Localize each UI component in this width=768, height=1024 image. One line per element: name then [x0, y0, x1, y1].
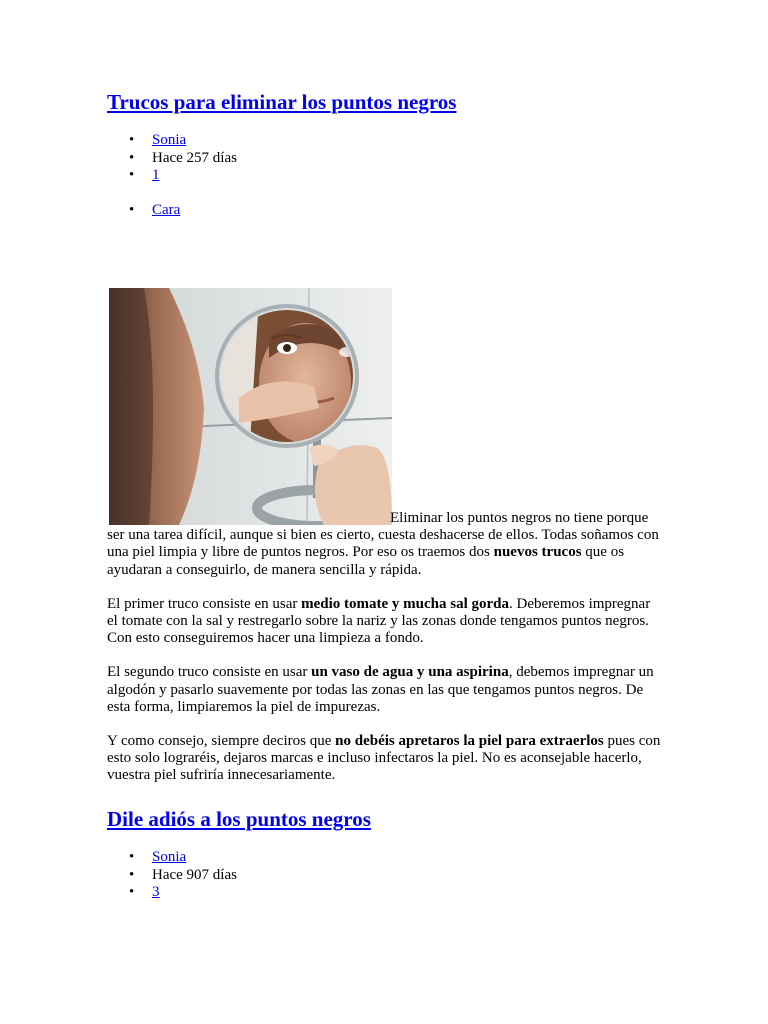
post-title-link[interactable]: Dile adiós a los puntos negros [107, 807, 371, 831]
post-meta-list [129, 132, 237, 185]
article-paragraph [107, 510, 662, 579]
article-paragraph [107, 664, 662, 716]
meta-time: • Hace 907 días [129, 867, 237, 885]
comments-count-link[interactable]: 1 [152, 167, 160, 183]
post-meta-list [129, 849, 237, 902]
author-link[interactable]: Sonia [152, 849, 187, 865]
meta-comments [129, 167, 237, 185]
post-title [107, 89, 456, 115]
category-link[interactable]: Cara [152, 202, 181, 218]
meta-author [129, 849, 237, 867]
meta-author [129, 132, 237, 150]
paragraph-text: pues con esto solo lograréis, dejaros marcas e incluso infectaros la piel. No es aconsejable hacerlo, vuestra piel sufriría innecesariamente. [107, 733, 661, 784]
article-body [107, 510, 662, 802]
bold-text: un vaso de agua y una aspirina [311, 664, 509, 681]
paragraph-text: Y como consejo, siempre deciros que [107, 733, 336, 750]
meta-time: • Hace 257 días [129, 150, 237, 168]
bold-text: no debéis apretaros la piel para extraerlos [335, 733, 604, 750]
paragraph-text: Eliminar los puntos negros no tiene porque ser una tarea difícil, aunque si bien es cierto, cuesta deshacerse de ellos. Todas soñamos con una piel limpia y libre de puntos negros. Por eso os traemos dos [107, 510, 659, 561]
paragraph-text: que os ayudaran a conseguirlo, de manera sencilla y rápida. [107, 544, 625, 578]
bold-text: medio tomate y mucha sal gorda [301, 595, 510, 612]
post-title-link[interactable]: Trucos para eliminar los puntos negros [107, 90, 457, 114]
article-photo [109, 288, 392, 525]
comments-count-link[interactable]: 3 [152, 884, 160, 900]
post-title [107, 806, 371, 832]
paragraph-text: . Deberemos impregnar el tomate con la sal y restregarlo sobre la nariz y las zonas donde tengamos puntos negros. Con esto conseguiremos hacer una limpieza a fondo. [107, 595, 651, 647]
meta-comments [129, 884, 237, 902]
post-category-list [129, 202, 180, 220]
meta-category [129, 202, 180, 220]
bold-text: nuevos trucos [493, 544, 582, 561]
paragraph-text: El segundo truco consiste en usar [107, 664, 312, 681]
author-link[interactable]: Sonia [152, 132, 187, 148]
paragraph-text: , debemos impregnar un algodón y pasarlo suavemente por todas las zonas en las que tengamos puntos negros. De esta forma, limpiaremos la piel de impurezas. [107, 664, 654, 715]
article-paragraph [107, 733, 662, 785]
paragraph-text: El primer truco consiste en usar [107, 595, 302, 612]
article-paragraph [107, 596, 662, 648]
